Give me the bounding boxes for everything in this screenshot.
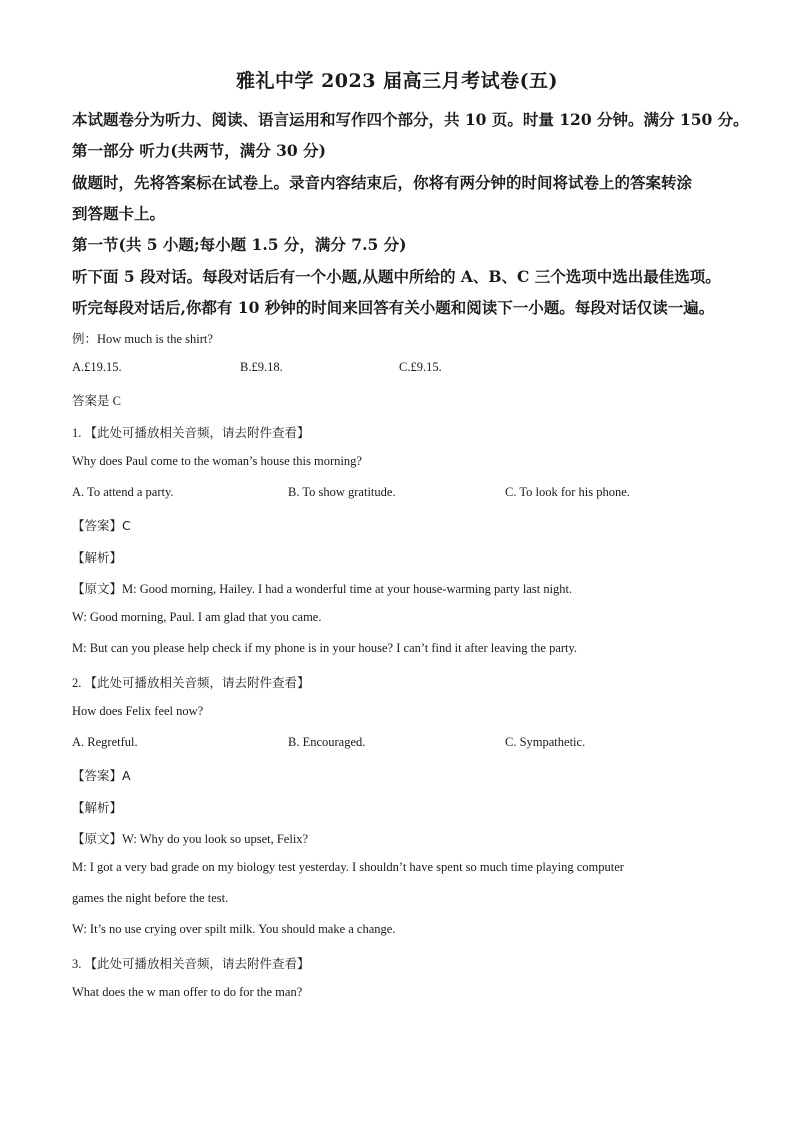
question-1-answer: 【答案】C (72, 518, 131, 533)
question-2-number: 2. 【此处可播放相关音频，请去附件查看】 (72, 676, 310, 690)
example-option-a: A.£19.15. (72, 360, 122, 374)
question-2-transcript-line: games the night before the test. (72, 891, 229, 905)
question-1-option-b: B. To show gratitude. (288, 485, 396, 499)
example-option-c: C.£9.15. (399, 360, 442, 374)
question-1-option-a: A. To attend a party. (72, 485, 174, 499)
question-2-answer: 【答案】A (72, 768, 131, 783)
exam-title: 雅礼中学 2023 届高三月考试卷(五) (235, 70, 559, 92)
question-1-transcript-line: M: But can you please help check if my phone is in your house? I can’t find it after leaving the party. (72, 641, 578, 655)
question-3-number: 3. 【此处可播放相关音频，请去附件查看】 (72, 957, 310, 971)
example-answer: 答案是 C (72, 394, 121, 408)
section1-instruction-line-2: 听完每段对话后,你都有 10 秒钟的时间来回答有关小题和阅读下一小题。每段对话仅读一遍。 (72, 298, 715, 317)
question-3-text: What does the w man offer to do for the man? (72, 985, 303, 999)
question-1-analysis: 【解析】 (72, 550, 123, 565)
section1-heading: 第一节(共 5 小题;每小题 1.5 分，满分 7.5 分) (72, 235, 407, 254)
example-question: 例：How much is the shirt? (72, 332, 213, 346)
question-2-transcript-line: 【原文】W: Why do you look so upset, Felix? (72, 832, 309, 846)
instruction-line-1: 做题时，先将答案标在试卷上。录音内容结束后，你将有两分钟的时间将试卷上的答案转涂 (72, 173, 693, 192)
question-2-transcript-line: M: I got a very bad grade on my biology test yesterday. I shouldn’t have spent so much time playing computer (72, 860, 624, 874)
question-1-text: Why does Paul come to the woman’s house this morning? (72, 454, 362, 468)
example-option-b: B.£9.18. (240, 360, 283, 374)
question-2-option-a: A. Regretful. (72, 735, 138, 749)
question-1-number: 1. 【此处可播放相关音频，请去附件查看】 (72, 426, 310, 440)
question-1-transcript-line: W: Good morning, Paul. I am glad that you came. (72, 610, 322, 624)
question-2-text: How does Felix feel now? (72, 704, 204, 718)
exam-intro: 本试题卷分为听力、阅读、语言运用和写作四个部分，共 10 页。时量 120 分钟。满分 150 分。 (72, 110, 749, 129)
question-2-option-c: C. Sympathetic. (505, 735, 586, 749)
question-1-option-c: C. To look for his phone. (505, 485, 630, 499)
instruction-line-2: 到答题卡上。 (72, 204, 166, 223)
question-1-transcript-line: 【原文】M: Good morning, Hailey. I had a wonderful time at your house-warming party last night. (72, 582, 573, 596)
part1-heading: 第一部分 听力(共两节，满分 30 分) (72, 141, 326, 160)
section1-instruction-line-1: 听下面 5 段对话。每段对话后有一个小题,从题中所给的 A、B、C 三个选项中选出最佳选项。 (72, 267, 721, 286)
question-2-analysis: 【解析】 (72, 800, 123, 815)
question-2-transcript-line: W: It’s no use crying over spilt milk. You should make a change. (72, 922, 396, 936)
question-2-option-b: B. Encouraged. (288, 735, 366, 749)
